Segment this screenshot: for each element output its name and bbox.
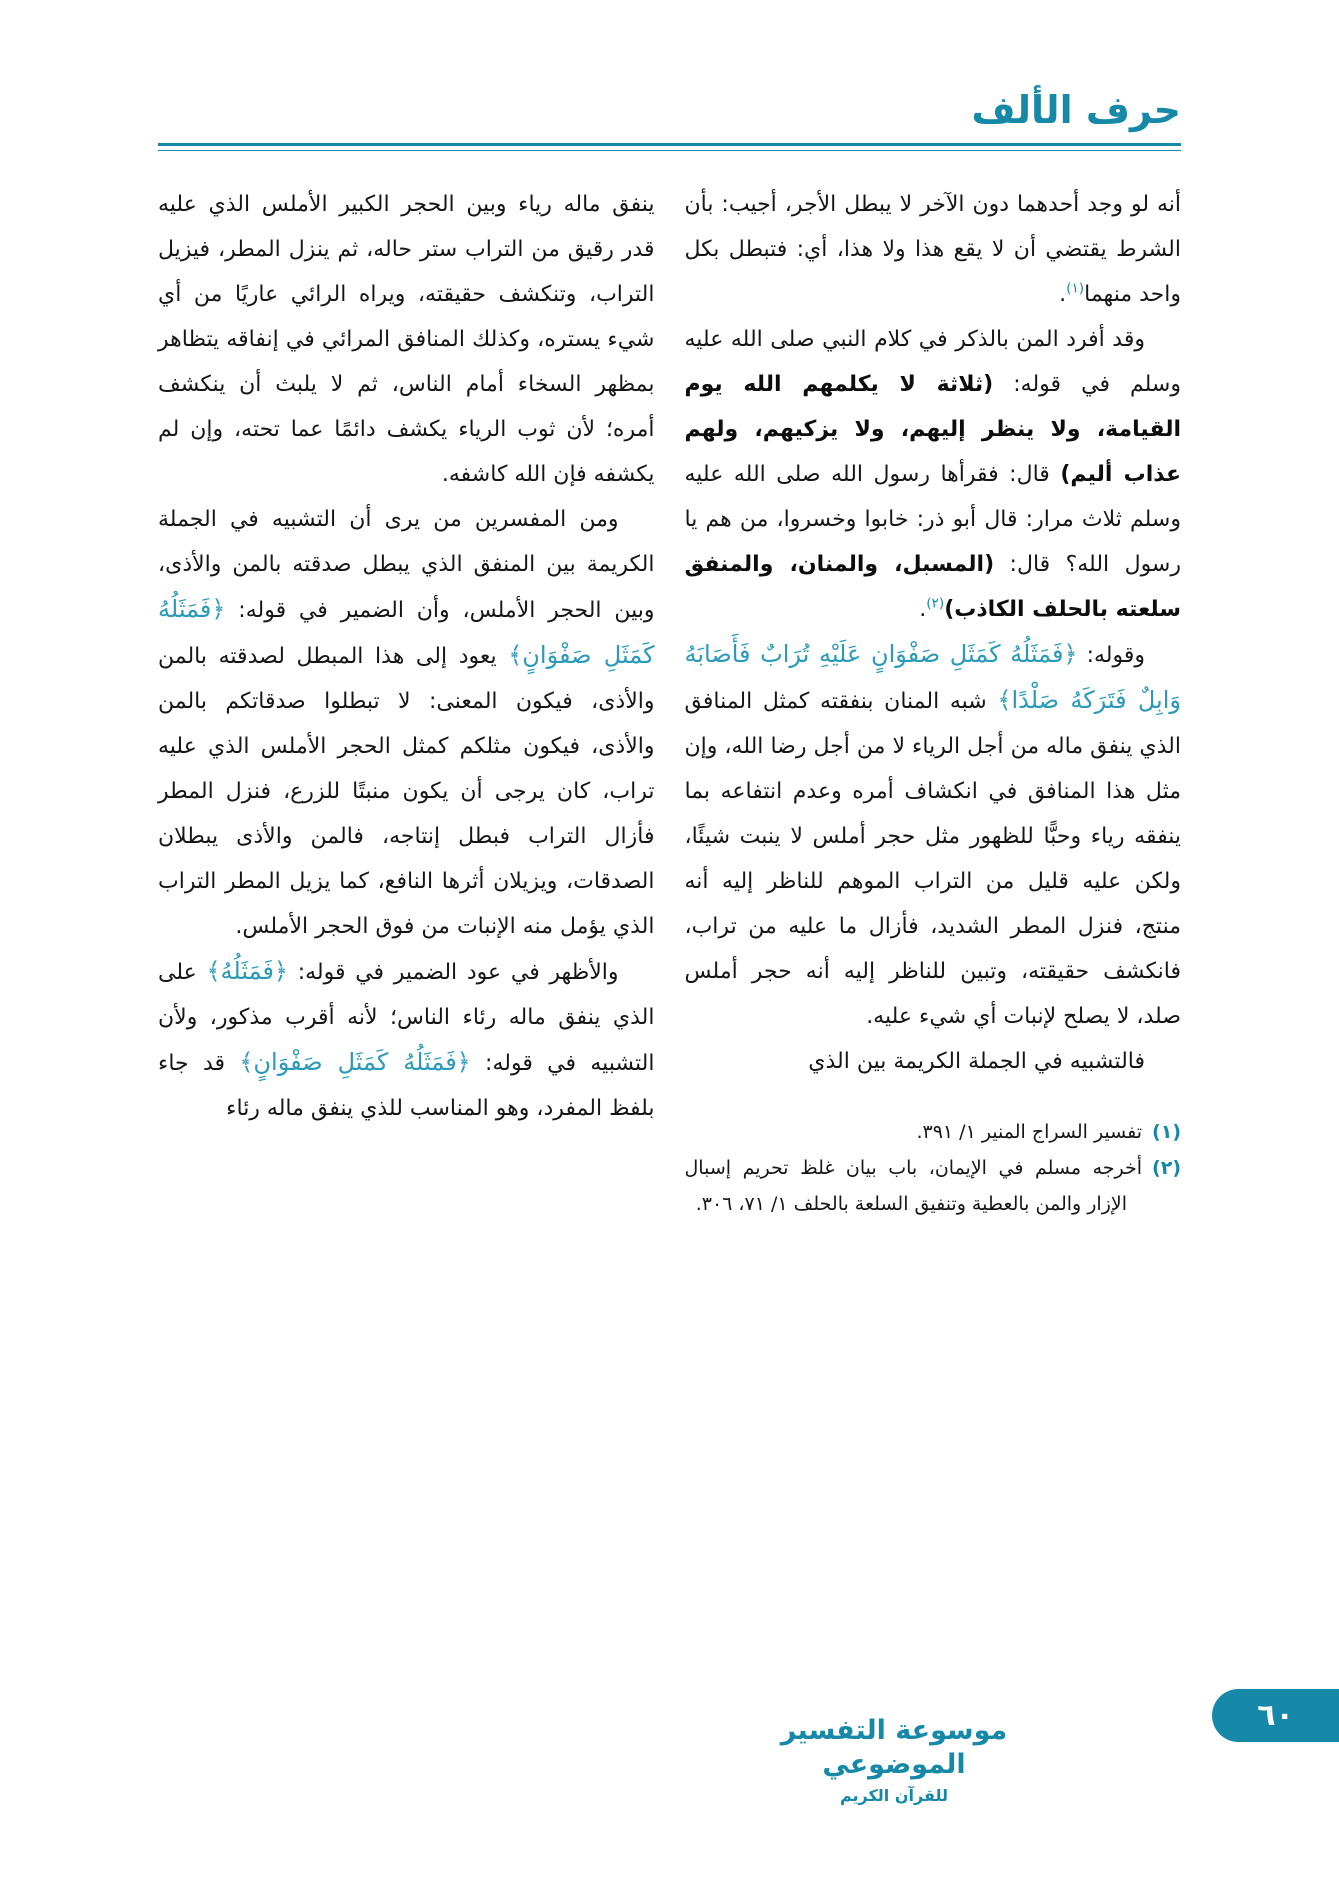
footnote (685, 1150, 1182, 1222)
quran-quote: ﴿فَمَثَلُهُ﴾ (206, 957, 288, 985)
text-segment: . (1059, 282, 1067, 307)
quran-quote: ﴿فَمَثَلُهُ كَمَثَلِ صَفْوَانٍ﴾ (239, 1048, 471, 1076)
text-segment: فالتشبيه في الجملة الكريمة بين الذي (808, 1049, 1145, 1074)
footnote (685, 1114, 1182, 1150)
footnote-number: (٢) (1152, 1157, 1181, 1179)
paragraph (685, 182, 1182, 317)
footnote-text: تفسير السراج المنير ١/ ٣٩١. (916, 1121, 1143, 1143)
text-segment: أنه لو وجد أحدهما دون الآخر لا يبطل الأجر، أجيب: بأن الشرط يقتضي أن لا يقع هذا ولا هذا، أي: فتبطل بكل واحد منهما (684, 192, 1181, 307)
hadith-text: (المسبل، والمنان، والمنفق سلعته بالحلف الكاذب) (684, 552, 1181, 622)
column-left-paragraphs (158, 182, 655, 1131)
page-content (158, 182, 1181, 1222)
footnotes (685, 1114, 1182, 1222)
text-segment: ومن المفسرين من يرى أن التشبيه في الجملة الكريمة بين المنفق الذي يبطل صدقته بالمن والأذى، وبين الحجر الأملس، وأن الضمير في قوله: (158, 507, 655, 623)
quran-quote: ﴿فَمَثَلُهُ كَمَثَلِ صَفْوَانٍ عَلَيْهِ تُرَابٌ فَأَصَابَهُ وَابِلٌ فَتَرَكَهُ صَلْدًا﴾ (684, 640, 1181, 714)
paragraph (158, 182, 655, 497)
footnote-number: (١) (1152, 1121, 1181, 1143)
text-segment: ينفق ماله رياء وبين الحجر الكبير الأملس الذي عليه قدر رقيق من التراب ستر حاله، ثم ينزل المطر، فيزيل التراب، وتنكشف حقيقته، ويراه الرائي عاريًا من أي شيء يستره، وكذلك المنافق المرائي في إنفاقه يتظاهر بمظهر السخاء أمام الناس، ثم لا يلبث أن ينكشف أمره؛ لأن ثوب الرياء يكشف دائمًا عما تحته، وإن لم يكشفه فإن الله كاشفه. (158, 192, 655, 487)
footnote-ref: (٢) (926, 595, 945, 612)
quran-quote: ﴿فَمَثَلُهُ كَمَثَلِ صَفْوَانٍ﴾ (158, 595, 655, 669)
column-left (158, 182, 655, 1131)
text-segment: وقوله: (1077, 643, 1145, 668)
paragraph (685, 1039, 1182, 1084)
publisher-logo (779, 1714, 1009, 1805)
text-segment: والأظهر في عود الضمير في قوله: (288, 960, 619, 985)
chapter-heading: حرف الألف (971, 88, 1181, 132)
text-segment: وقد أفرد المن بالذكر في كلام النبي صلى الله عليه وسلم في قوله: (684, 327, 1181, 397)
column-right-paragraphs (685, 182, 1182, 1084)
paragraph (685, 632, 1182, 1039)
text-segment: يعود إلى هذا المبطل لصدقته بالمن والأذى، فيكون المعنى: لا تبطلوا صدقاتكم بالمن والأذى، فيكون مثلكم كمثل الحجر الأملس الذي عليه تراب، كان يرجى أن يكون منبتًا للزرع، فنزل المطر فأزال التراب فبطل إنتاجه، فالمن والأذى يبطلان الصدقات، ويزيلان أثرها النافع، كما يزيل المطر التراب الذي يؤمل منه الإنبات من فوق الحجر الأملس. (158, 644, 655, 939)
paragraph (158, 949, 655, 1131)
text-segment: قد جاء بلفظ المفرد، وهو المناسب للذي ينفق ماله رئاء (158, 1051, 655, 1121)
text-segment: . (919, 597, 927, 622)
page-number-badge: ٦٠ (1212, 1689, 1339, 1742)
hadith-text: (ثلاثة لا يكلمهم الله يوم القيامة، ولا ينظر إليهم، ولا يزكيهم، ولهم عذاب أليم) (684, 372, 1181, 487)
footnote-ref: (١) (1066, 280, 1085, 297)
text-segment: شبه المنان بنفقته كمثل المنافق الذي ينفق ماله من أجل الرياء لا من أجل رضا الله، وإن مثل هذا المنافق في انكشاف أمره وعدم انتفاعه بما ينفقه رياء وحبًّا للظهور مثل حجر أملس لا ينبت شيئًا، ولكن عليه قليل من التراب الموهم للناظر إليه أنه منتج، فنزل المطر الشديد، فأزال ما عليه من تراب، فانكشف حقيقته، وتبين للناظر إليه أنه حجر أملس صلد، لا يصلح لإنبات أي شيء عليه. (684, 689, 1181, 1029)
header-rule (158, 143, 1181, 151)
column-right (685, 182, 1182, 1222)
text-segment: قال: فقرأها رسول الله صلى الله عليه وسلم ثلاث مرار: قال أبو ذر: خابوا وخسروا، من هم يا رسول الله؟ قال: (684, 462, 1181, 577)
publisher-logo-subtitle: للقرآن الكريم (839, 1786, 949, 1805)
paragraph (158, 497, 655, 949)
text-segment: على الذي ينفق ماله رئاء الناس؛ لأنه أقرب مذكور، ولأن التشبيه في قوله: (158, 960, 655, 1076)
publisher-logo-title: موسوعة التفسير الموضوعي (780, 1715, 1008, 1780)
paragraph (685, 317, 1182, 632)
footnote-text: أخرجه مسلم في الإيمان، باب بيان غلظ تحريم إسبال الإزار والمن بالعطية وتنفيق السلعة بالحلف ١/ ٧١، ٣٠٦. (684, 1157, 1143, 1215)
